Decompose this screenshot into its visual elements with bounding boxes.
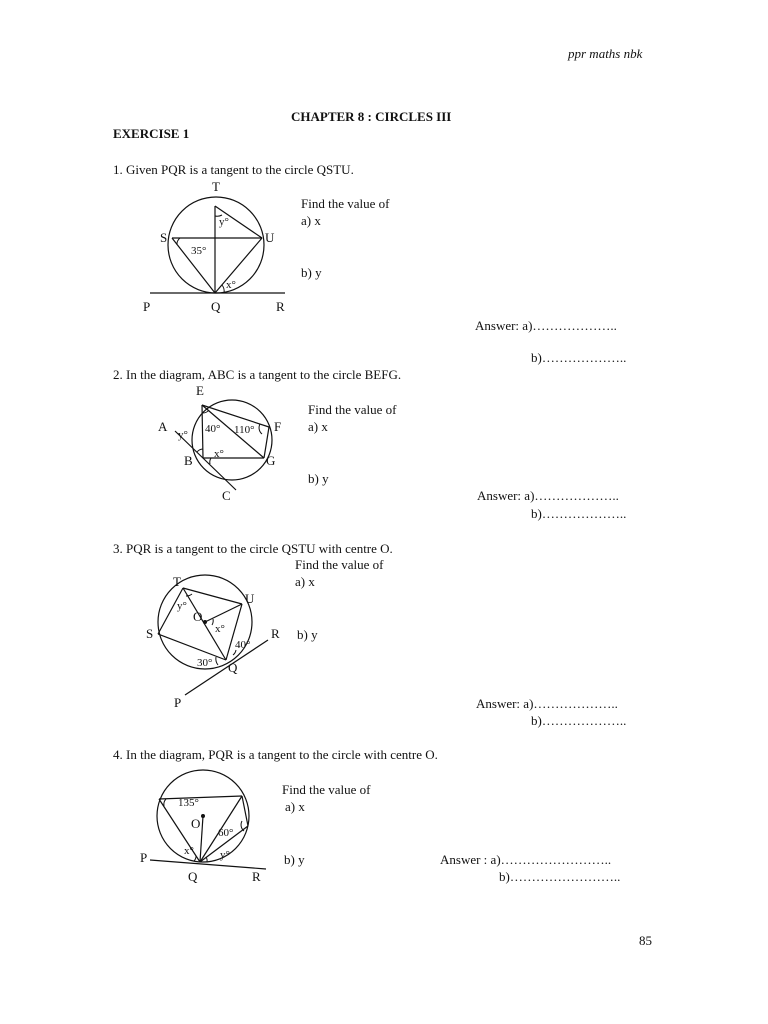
q3-angle-30: 30° <box>197 657 213 669</box>
q3-label-u: U <box>245 591 255 606</box>
q3-label-s: S <box>146 626 154 641</box>
q2-label-c: C <box>222 488 231 503</box>
q1-label-r: R <box>276 299 285 314</box>
q2-label-b: B <box>184 453 193 468</box>
question-3-part-a: a) x <box>295 574 315 589</box>
question-1-find: Find the value of <box>301 196 390 211</box>
q4-label-p: P <box>140 850 148 865</box>
q1-label-q: Q <box>211 299 221 314</box>
exercise-title: EXERCISE 1 <box>113 126 190 141</box>
question-4-answer-a: Answer : a)…………………….. <box>440 852 612 867</box>
question-3-prompt: 3. PQR is a tangent to the circle QSTU with centre O. <box>113 541 393 556</box>
question-4-answer-b: b)…………………….. <box>499 869 621 884</box>
q1-angle-x: x° <box>226 279 236 291</box>
q2-label-a: A <box>158 419 168 434</box>
q4-angle-y: y° <box>220 849 230 861</box>
q4-angle-135: 135° <box>178 797 199 809</box>
q3-angle-40: 40° <box>235 639 251 651</box>
q2-label-e: E <box>196 383 204 398</box>
question-4-part-b: b) y <box>284 852 305 867</box>
q3-label-p: P <box>174 695 182 710</box>
question-1-part-b: b) y <box>301 265 322 280</box>
question-2-answer-b: b)……………….. <box>531 506 627 521</box>
page-number: 85 <box>639 933 652 948</box>
question-2-part-a: a) x <box>308 419 328 434</box>
question-2-find: Find the value of <box>308 402 397 417</box>
question-4-find: Find the value of <box>282 782 371 797</box>
question-4-prompt: 4. In the diagram, PQR is a tangent to the circle with centre O. <box>113 747 438 762</box>
question-1-prompt: 1. Given PQR is a tangent to the circle QSTU. <box>113 162 354 177</box>
q4-label-r: R <box>252 869 261 884</box>
question-2-answer-a: Answer: a)……………….. <box>477 488 619 503</box>
q3-angle-x: x° <box>215 623 225 635</box>
q3-label-q: Q <box>228 660 238 675</box>
q4-label-o: O <box>191 816 201 831</box>
q2-angle-x: x° <box>214 448 224 460</box>
q1-label-p: P <box>143 299 151 314</box>
question-2-part-b: b) y <box>308 471 329 486</box>
question-1-answer-a: Answer: a)……………….. <box>475 318 617 333</box>
question-1-part-a: a) x <box>301 213 321 228</box>
q2-angle-40: 40° <box>205 423 221 435</box>
q3-label-t: T <box>173 574 181 589</box>
q1-angle-y: y° <box>219 216 229 228</box>
question-3-find: Find the value of <box>295 557 384 572</box>
q1-label-u: U <box>265 230 275 245</box>
q1-label-s: S <box>160 230 168 245</box>
q2-label-f: F <box>274 419 282 434</box>
q1-angle-35: 35° <box>191 245 207 257</box>
page-header: ppr maths nbk <box>568 46 643 61</box>
question-3-answer-b: b)……………….. <box>531 713 627 728</box>
question-2-prompt: 2. In the diagram, ABC is a tangent to the circle BEFG. <box>113 367 402 382</box>
question-4-part-a: a) x <box>285 799 305 814</box>
question-3-answer-a: Answer: a)……………….. <box>476 696 618 711</box>
q4-angle-60: 60° <box>218 827 234 839</box>
q2-angle-y: y° <box>178 429 188 441</box>
q3-label-o: O <box>193 609 203 624</box>
question-3-part-b: b) y <box>297 627 318 642</box>
q3-angle-y: y° <box>177 600 187 612</box>
q2-angle-110: 110° <box>234 424 255 436</box>
q2-label-g: G <box>266 453 276 468</box>
q3-label-r: R <box>271 626 280 641</box>
question-1-answer-b: b)……………….. <box>531 350 627 365</box>
chapter-title: CHAPTER 8 : CIRCLES III <box>291 109 452 124</box>
q1-label-t: T <box>212 179 220 194</box>
q4-label-q: Q <box>188 869 198 884</box>
q4-angle-x: x° <box>184 845 194 857</box>
